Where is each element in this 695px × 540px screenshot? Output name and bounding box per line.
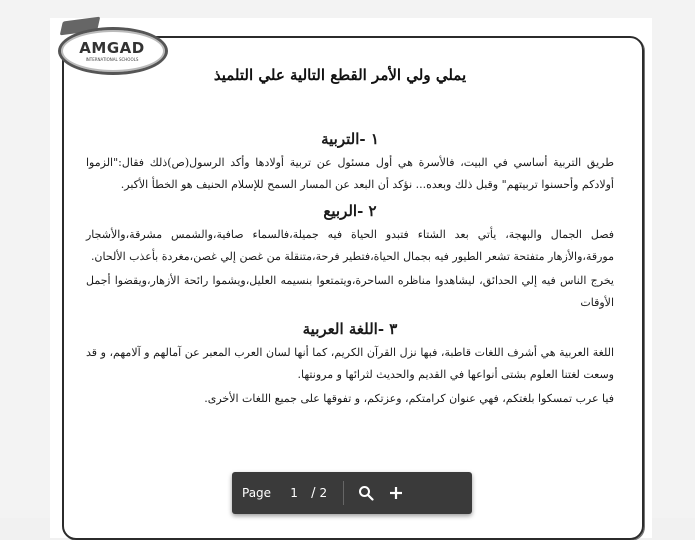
plus-icon (388, 485, 404, 501)
total-pages: 2 (319, 486, 328, 500)
section-paragraph: يخرج الناس فيه إلي الحدائق، ليشاهدوا مناظره الساحرة،ويتمتعوا بنسيمه العليل،ويشموا رائحة الأزهار،ويقضوا أجمل الأوقات (86, 274, 614, 309)
section-rabie (86, 202, 614, 314)
section-tarbia (86, 130, 614, 196)
search-icon (358, 485, 374, 501)
zoom-in-button[interactable] (384, 481, 408, 505)
section-paragraph: فيا عرب تمسكوا بلغتكم، فهي عنوان كرامتكم، وعزتكم، و تفوقها على جميع اللغات الأخرى. (204, 392, 614, 405)
section-heading: ١ -التربية (321, 130, 379, 148)
section-heading: ٣ -اللغة العربية (302, 320, 398, 338)
section-paragraph: فصل الجمال والبهجة، يأتي بعد الشتاء فتبدو الحياة فيه جميلة،فالسماء صافية،والشمس مشرقة،والأشجار مورقة،والأزهار متفتحة تشعر الطيور فيه بجمال الحياة،فتطير فرحة،متنقلة من غصن إلي غصن،مغردة بأعذب الألحان. (86, 228, 614, 263)
pdf-toolbar (232, 472, 472, 514)
toolbar-divider (343, 481, 344, 505)
current-page-input[interactable] (281, 481, 307, 505)
page-label: Page (242, 486, 272, 500)
page-separator: / (311, 485, 316, 501)
section-arabic-language (86, 320, 614, 410)
section-paragraph: اللغة العربية هي أشرف اللغات قاطبة، فبها نزل القرآن الكريم، كما أنها لسان العرب المعبر عن آمالهم و آلامهم، و قد وسعت لغتنا العلوم بشتى أنواعها في القديم والحديث لثرائها و مرونتها. (86, 346, 614, 381)
document-title: يملي ولي الأمر القطع التالية علي التلميذ (213, 66, 467, 84)
logo-name: AMGAD (79, 39, 145, 57)
section-paragraph: طريق التربية أساسي في البيت، فالأسرة هي أول مسئول عن تربية أولادها وأكد الرسول(ص)ذلك فقال:"الزموا أولادكم وأحسنوا تربيتهم" وقبل ذلك وبعده... نؤكد أن البعد عن المسار السمح للإسلام الحنيف هو الخطأ الأكبر. (86, 156, 614, 191)
section-heading: ٢ -الربيع (323, 202, 377, 220)
zoom-button[interactable] (354, 481, 378, 505)
logo-subtitle: INTERNATIONAL SCHOOLS (85, 57, 139, 62)
document-content (86, 124, 614, 412)
